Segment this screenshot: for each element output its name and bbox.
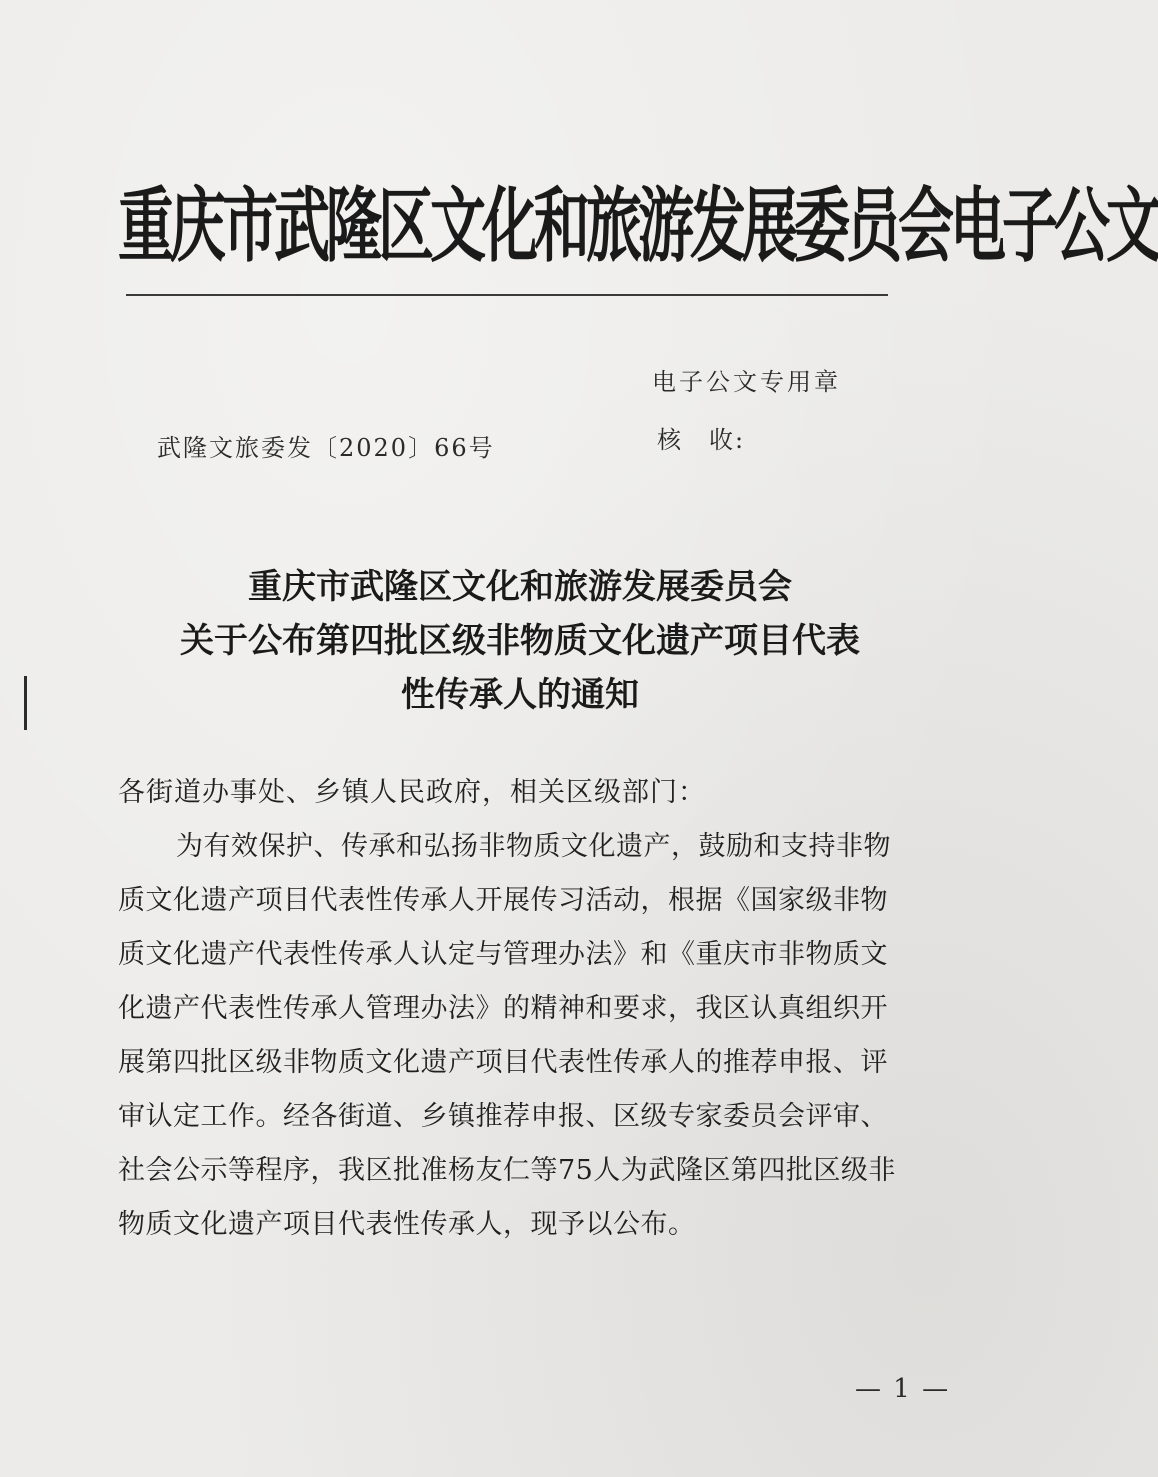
paragraph-line: 质文化遗产项目代表性传承人开展传习活动，根据《国家级非物 — [118, 885, 888, 916]
paragraph-line: 社会公示等程序，我区批准杨友仁等75人为武隆区第四批区级非 — [118, 1155, 896, 1186]
notice-body — [118, 766, 938, 1252]
title-line: 性传承人的通知 — [401, 675, 639, 715]
paragraph-line: 化遗产代表性传承人管理办法》的精神和要求，我区认真组织开 — [118, 993, 888, 1024]
paragraph-line: 展第四批区级非物质文化遗产项目代表性传承人的推荐申报、评 — [118, 1047, 888, 1078]
notice-title — [100, 560, 940, 722]
seal-label: 电子公文专用章 — [652, 368, 841, 396]
masthead-title: 重庆市武隆区文化和旅游发展委员会电子公文 — [118, 180, 1158, 275]
margin-mark — [24, 676, 27, 730]
paragraph-line: 审认定工作。经各街道、乡镇推荐申报、区级专家委员会评审、 — [118, 1101, 888, 1132]
receipt-label: 核 收: — [657, 426, 746, 454]
page-number: — 1 — — [855, 1374, 951, 1404]
masthead-rule — [126, 294, 888, 296]
title-line: 重庆市武隆区文化和旅游发展委员会 — [248, 567, 792, 607]
paragraph-line: 质文化遗产代表性传承人认定与管理办法》和《重庆市非物质文 — [118, 939, 888, 970]
title-line: 关于公布第四批区级非物质文化遗产项目代表 — [180, 621, 860, 661]
paragraph-line: 物质文化遗产项目代表性传承人，现予以公布。 — [118, 1209, 696, 1240]
addressee: 各街道办事处、乡镇人民政府，相关区级部门： — [118, 777, 706, 808]
paragraph-line: 为有效保护、传承和弘扬非物质文化遗产，鼓励和支持非物 — [176, 831, 891, 862]
document-number: 武隆文旅委发〔2020〕66号 — [157, 434, 495, 462]
